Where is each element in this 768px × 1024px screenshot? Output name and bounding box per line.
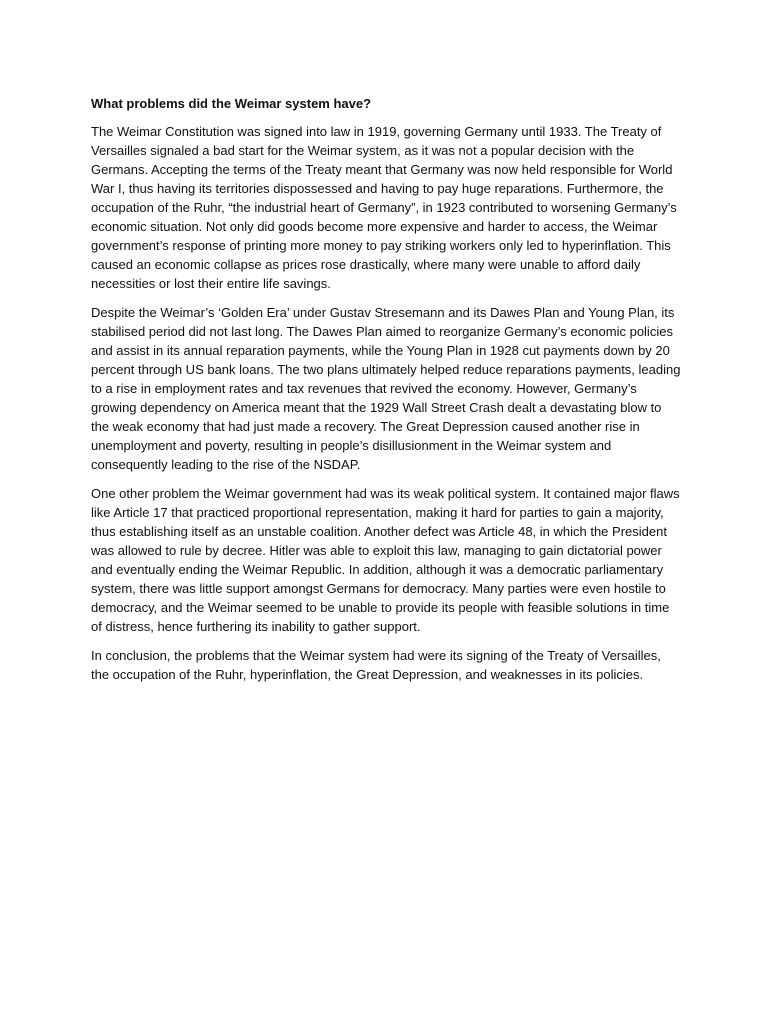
document-page — [91, 94, 681, 694]
paragraph-political-system: One other problem the Weimar government had was its weak political system. It contained major flaws like Article 17 that practiced proportional representation, making it hard for parties to gain a majority, thus establishing itself as an unstable coalition. Another defect was Article 48, in which the President was allowed to rule by decree. Hitler was able to exploit this law, managing to gain dictatorial power and eventually ending the Weimar Republic. In addition, although it was a democratic parliamentary system, there was little support amongst Germans for democracy. Many parties were even hostile to democracy, and the Weimar seemed to be unable to provide its people with feasible solutions in time of distress, hence furthering its inability to gather support. — [91, 486, 680, 634]
document-heading: What problems did the Weimar system have? — [91, 96, 372, 111]
paragraph-intro: The Weimar Constitution was signed into law in 1919, governing Germany until 1933. The Treaty of Versailles signaled a bad start for the Weimar system, as it was not a popular decision with the Germans. Accepting the terms of the Treaty meant that Germany was now held responsible for World War I, thus having its territories dispossessed and having to pay huge reparations. Furthermore, the occupation of the Ruhr, “the industrial heart of Germany”, in 1923 contributed to worsening Germany’s economic situation. Not only did goods become more expensive and harder to access, the Weimar government’s response of printing more money to pay striking workers only led to hyperinflation. This caused an economic collapse as prices rose drastically, where many were unable to afford daily necessities or lost their entire life savings. — [91, 124, 677, 291]
paragraph-golden-era: Despite the Weimar’s ‘Golden Era’ under Gustav Stresemann and its Dawes Plan and Young Plan, its stabilised period did not last long. The Dawes Plan aimed to reorganize Germany’s economic policies and assist in its annual reparation payments, while the Young Plan in 1928 cut payments down by 20 percent through US bank loans. The two plans ultimately helped reduce reparations payments, leading to a rise in employment rates and tax revenues that revived the economy. However, Germany’s growing dependency on America meant that the 1929 Wall Street Crash dealt a devastating blow to the weak economy that had just made a recovery. The Great Depression caused another rise in unemployment and poverty, resulting in people’s disillusionment in the Weimar system and consequently leading to the rise of the NSDAP. — [91, 305, 681, 472]
paragraph-conclusion: In conclusion, the problems that the Weimar system had were its signing of the Treaty of Versailles, the occupation of the Ruhr, hyperinflation, the Great Depression, and weaknesses in its policies. — [91, 648, 661, 682]
